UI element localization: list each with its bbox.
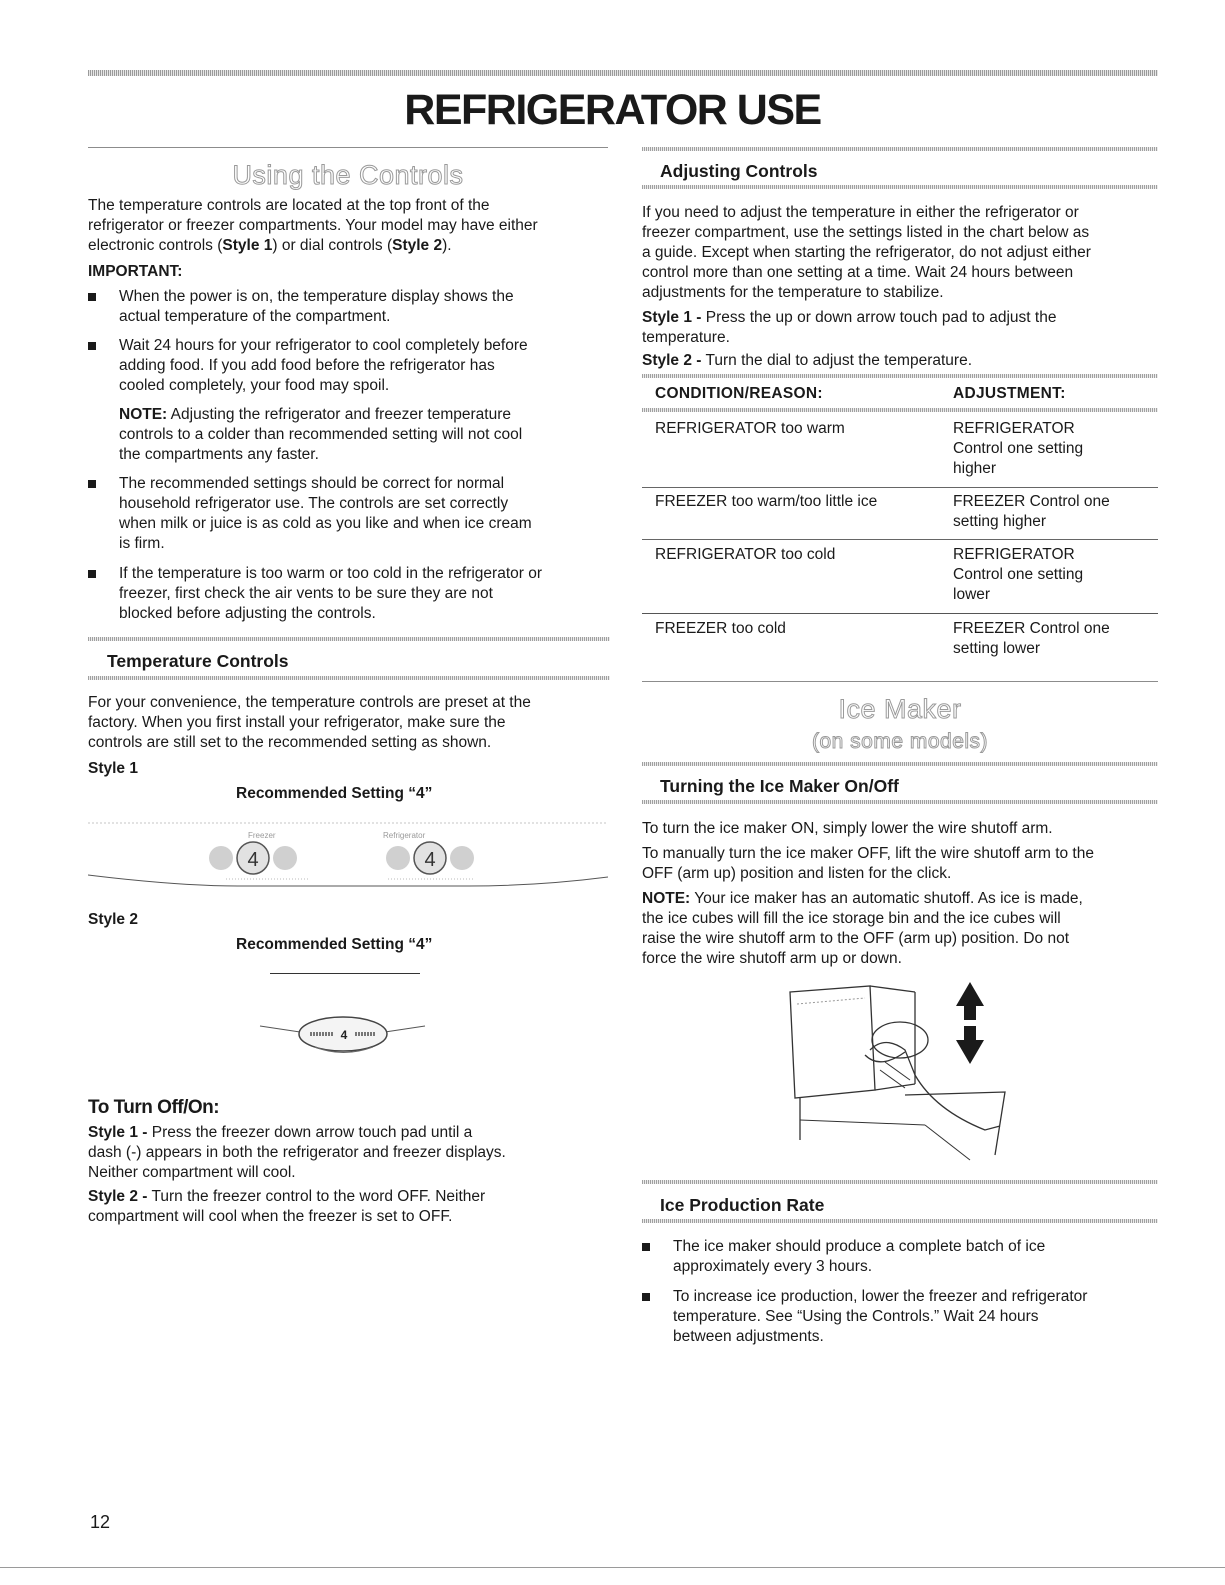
section-rule [88,637,610,641]
table-cell-adjustment: FREEZER Control one setting lower [953,620,1110,657]
note-paragraph: NOTE: Adjusting the refrigerator and freezer temperature controls to a colder than recommended setting will not cool the compartments any faster. [119,406,523,463]
table-row-divider [642,487,1158,488]
style1-label: Style 1 [88,760,138,777]
bullet-icon [88,570,96,578]
top-border [88,70,1158,76]
adjusting-controls-heading: Adjusting Controls [660,161,818,181]
style1-control-panel [88,815,608,895]
page-number: 12 [90,1512,111,1532]
table-rule [642,408,1158,412]
adjusting-style2: Style 2 - Turn the dial to adjust the temperature. [642,352,973,369]
ice-maker-heading: Ice Maker [838,694,962,724]
important-label: IMPORTANT: [88,263,183,280]
section-rule [642,681,1158,682]
freezer-display-value: 4 [247,849,259,871]
turn-off-style2: Style 2 - Turn the freezer control to the word OFF. Neither compartment will cool when the freezer is set to OFF. [88,1188,486,1225]
section-rule [642,762,1158,766]
bullet-icon [642,1243,650,1251]
list-item: When the power is on, the temperature display shows the actual temperature of the compartment. [119,287,609,327]
refrigerator-display-value: 4 [424,849,436,871]
turning-ice-maker-heading: Turning the Ice Maker On/Off [660,776,899,796]
section-rule [642,1219,1158,1223]
freezer-label: Freezer [248,831,276,840]
list-item: If the temperature is too warm or too cold in the refrigerator or freezer, first check the air vents to be sure they are not blocked before adjusting the controls. [119,564,609,624]
ice-maker-on-text: To turn the ice maker ON, simply lower the wire shutoff arm. [642,820,1053,837]
divider [270,973,420,974]
freezer-down-button[interactable] [209,846,233,870]
section-rule [642,147,1158,151]
section-rule [88,147,608,148]
dial-value: 4 [340,1028,348,1042]
arrow-down-icon [956,1026,984,1064]
table-header-condition: CONDITION/REASON: [655,385,823,402]
ice-maker-subheading: (on some models) [811,730,989,753]
list-item: To increase ice production, lower the freezer and refrigerator temperature. See “Using the Controls.” Wait 24 hours between adjustments. [673,1287,1163,1347]
style2-setting: Recommended Setting “4” [236,936,433,953]
section-rule [642,1180,1158,1184]
ice-production-heading: Ice Production Rate [660,1195,825,1215]
ice-maker-note: NOTE: Your ice maker has an automatic shutoff. As ice is made, the ice cubes will fill the ice storage bin and the ice cubes will raise the wire shutoff arm to the OFF (arm up) position. Do not force the wire shutoff arm up or down. [642,890,1083,967]
table-cell-adjustment: REFRIGERATOR Control one setting higher [953,420,1084,477]
table-header-adjustment: ADJUSTMENT: [953,385,1066,402]
using-controls-heading: Using the Controls [232,160,464,190]
freezer-up-button[interactable] [273,846,297,870]
table-cell-condition: FREEZER too warm/too little ice [655,493,878,510]
section-rule [642,185,1158,189]
temperature-controls-heading: Temperature Controls [107,651,289,671]
refrigerator-label: Refrigerator [383,831,426,840]
refrigerator-down-button[interactable] [386,846,410,870]
bullet-icon [88,293,96,301]
table-cell-condition: FREEZER too cold [655,620,786,637]
table-cell-condition: REFRIGERATOR too cold [655,546,836,563]
adjusting-style1: Style 1 - Press the up or down arrow touch pad to adjust the temperature. [642,309,1057,346]
list-item: Wait 24 hours for your refrigerator to cool completely before adding food. If you add food before the refrigerator has cooled completely, your food may spoil. [119,336,609,396]
bullet-icon [88,342,96,350]
page-title: REFRIGERATOR USE [404,86,821,134]
table-rule [642,374,1158,378]
ice-maker-off-text: To manually turn the ice maker OFF, lift the wire shutoff arm to the OFF (arm up) position and listen for the click. [642,845,1094,882]
table-row-divider [642,613,1158,614]
refrigerator-up-button[interactable] [450,846,474,870]
table-cell-condition: REFRIGERATOR too warm [655,420,845,437]
arrow-up-icon [956,982,984,1020]
using-controls-intro: The temperature controls are located at the top front of the refrigerator or freezer compartments. Your model may have either electronic controls (Style 1) or dial controls (Style 2). [88,197,538,254]
list-item: The recommended settings should be correct for normal household refrigerator use. The controls are set correctly when milk or juice is as cold as you like and when ice cream is firm. [119,474,609,554]
list-item: The ice maker should produce a complete batch of ice approximately every 3 hours. [673,1237,1163,1277]
section-rule [642,800,1158,804]
turn-off-on-heading: To Turn Off/On: [88,1097,220,1118]
bullet-icon [642,1293,650,1301]
table-cell-adjustment: REFRIGERATOR Control one setting lower [953,546,1084,603]
temperature-controls-text: For your convenience, the temperature controls are preset at the factory. When you first install your refrigerator, make sure the controls are still set to the recommended setting as shown. [88,694,531,751]
bottom-border [0,1567,1225,1568]
style1-setting: Recommended Setting “4” [236,785,433,802]
bullet-icon [88,480,96,488]
table-cell-adjustment: FREEZER Control one setting higher [953,493,1110,530]
adjusting-text: If you need to adjust the temperature in either the refrigerator or freezer compartment, use the settings listed in the chart below as a guide. Except when starting the refrigerator, do not adjust either control more than one setting at a time. Wait 24 hours between adjustments for the temperature to stabilize. [642,204,1091,301]
section-rule [88,676,610,680]
style2-label: Style 2 [88,911,138,928]
ice-maker-illustration [785,980,1025,1170]
table-row-divider [642,539,1158,540]
turn-off-style1: Style 1 - Press the freezer down arrow touch pad until a dash (-) appears in both the refrigerator and freezer displays. Neither compartment will cool. [88,1124,506,1181]
style2-dial [255,1000,430,1065]
